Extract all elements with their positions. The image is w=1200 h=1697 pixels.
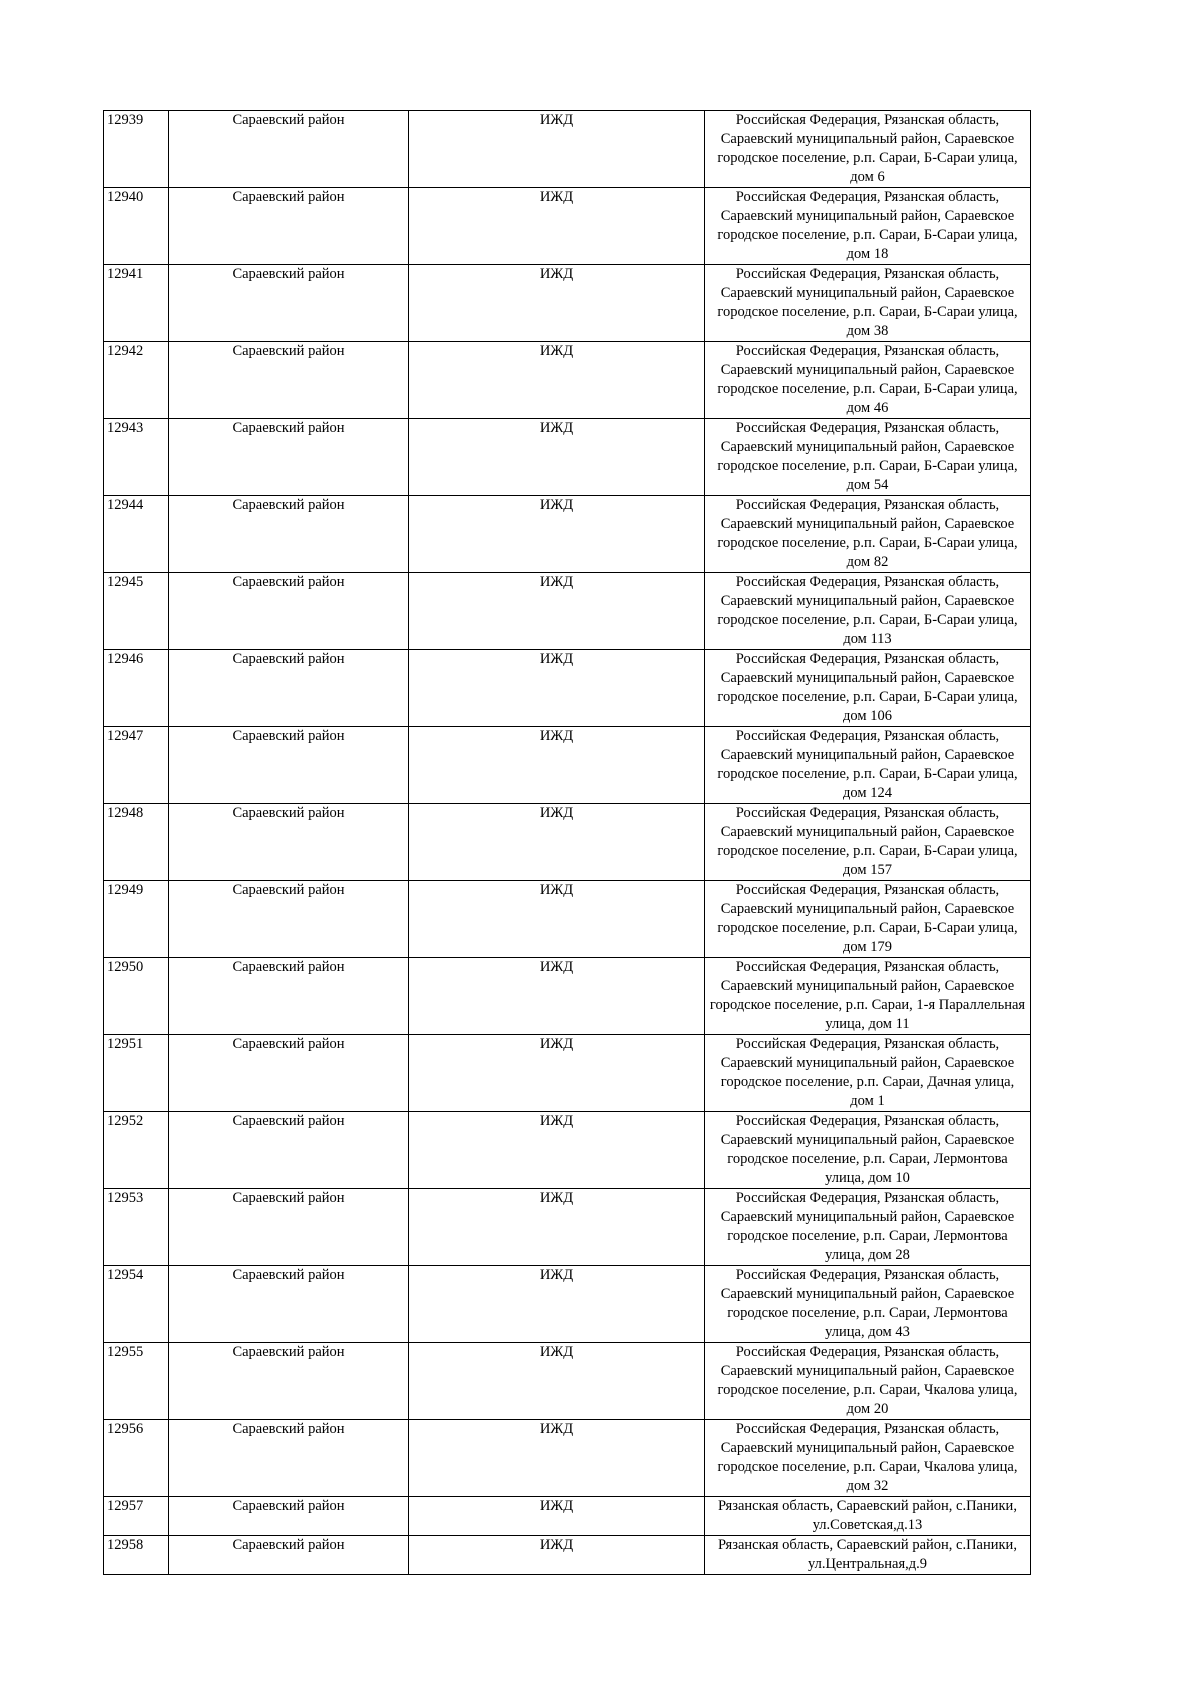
row-number: 12955 bbox=[104, 1343, 169, 1420]
row-district: Сараевский район bbox=[169, 650, 409, 727]
table-row bbox=[104, 1497, 1031, 1536]
row-district: Сараевский район bbox=[169, 342, 409, 419]
row-district: Сараевский район bbox=[169, 188, 409, 265]
row-address: Российская Федерация, Рязанская область, Сараевский муниципальный район, Сараевское городское поселение, р.п. Сараи, Б-Сараи улица, дом 179 bbox=[705, 881, 1031, 958]
row-address: Российская Федерация, Рязанская область, Сараевский муниципальный район, Сараевское городское поселение, р.п. Сараи, Б-Сараи улица, дом 38 bbox=[705, 265, 1031, 342]
row-address: Российская Федерация, Рязанская область, Сараевский муниципальный район, Сараевское городское поселение, р.п. Сараи, Б-Сараи улица, дом 46 bbox=[705, 342, 1031, 419]
row-address: Российская Федерация, Рязанская область, Сараевский муниципальный район, Сараевское городское поселение, р.п. Сараи, Лермонтова улица, дом 28 bbox=[705, 1189, 1031, 1266]
table-row bbox=[104, 1343, 1031, 1420]
row-district: Сараевский район bbox=[169, 1536, 409, 1575]
row-district: Сараевский район bbox=[169, 419, 409, 496]
row-number: 12957 bbox=[104, 1497, 169, 1536]
row-number: 12947 bbox=[104, 727, 169, 804]
row-district: Сараевский район bbox=[169, 958, 409, 1035]
registry-table bbox=[103, 110, 1031, 1575]
row-object-type: ИЖД bbox=[409, 958, 705, 1035]
table-row bbox=[104, 1536, 1031, 1575]
row-object-type: ИЖД bbox=[409, 188, 705, 265]
table-row bbox=[104, 188, 1031, 265]
table-row bbox=[104, 650, 1031, 727]
row-object-type: ИЖД bbox=[409, 727, 705, 804]
row-number: 12958 bbox=[104, 1536, 169, 1575]
row-district: Сараевский район bbox=[169, 111, 409, 188]
row-address: Российская Федерация, Рязанская область, Сараевский муниципальный район, Сараевское городское поселение, р.п. Сараи, Б-Сараи улица, дом 82 bbox=[705, 496, 1031, 573]
row-object-type: ИЖД bbox=[409, 111, 705, 188]
row-address: Российская Федерация, Рязанская область, Сараевский муниципальный район, Сараевское городское поселение, р.п. Сараи, Б-Сараи улица, дом 113 bbox=[705, 573, 1031, 650]
row-number: 12951 bbox=[104, 1035, 169, 1112]
table-row bbox=[104, 419, 1031, 496]
row-address: Российская Федерация, Рязанская область, Сараевский муниципальный район, Сараевское городское поселение, р.п. Сараи, Б-Сараи улица, дом 54 bbox=[705, 419, 1031, 496]
row-address: Российская Федерация, Рязанская область, Сараевский муниципальный район, Сараевское городское поселение, р.п. Сараи, Б-Сараи улица, дом 106 bbox=[705, 650, 1031, 727]
row-object-type: ИЖД bbox=[409, 1035, 705, 1112]
row-number: 12950 bbox=[104, 958, 169, 1035]
row-number: 12943 bbox=[104, 419, 169, 496]
registry-table-body bbox=[104, 111, 1031, 1575]
row-district: Сараевский район bbox=[169, 881, 409, 958]
row-address: Российская Федерация, Рязанская область, Сараевский муниципальный район, Сараевское городское поселение, р.п. Сараи, Дачная улица, дом 1 bbox=[705, 1035, 1031, 1112]
row-district: Сараевский район bbox=[169, 1189, 409, 1266]
table-row bbox=[104, 804, 1031, 881]
row-object-type: ИЖД bbox=[409, 1420, 705, 1497]
table-row bbox=[104, 1035, 1031, 1112]
table-row bbox=[104, 1189, 1031, 1266]
row-object-type: ИЖД bbox=[409, 265, 705, 342]
row-object-type: ИЖД bbox=[409, 1112, 705, 1189]
row-district: Сараевский район bbox=[169, 1497, 409, 1536]
row-object-type: ИЖД bbox=[409, 1536, 705, 1575]
table-row bbox=[104, 1266, 1031, 1343]
row-object-type: ИЖД bbox=[409, 1266, 705, 1343]
table-row bbox=[104, 111, 1031, 188]
row-address: Российская Федерация, Рязанская область, Сараевский муниципальный район, Сараевское городское поселение, р.п. Сараи, Б-Сараи улица, дом 18 bbox=[705, 188, 1031, 265]
table-row bbox=[104, 342, 1031, 419]
row-number: 12956 bbox=[104, 1420, 169, 1497]
row-address: Российская Федерация, Рязанская область, Сараевский муниципальный район, Сараевское городское поселение, р.п. Сараи, Б-Сараи улица, дом 157 bbox=[705, 804, 1031, 881]
row-object-type: ИЖД bbox=[409, 804, 705, 881]
row-number: 12954 bbox=[104, 1266, 169, 1343]
table-row bbox=[104, 1112, 1031, 1189]
row-number: 12939 bbox=[104, 111, 169, 188]
row-number: 12953 bbox=[104, 1189, 169, 1266]
table-row bbox=[104, 265, 1031, 342]
row-address: Российская Федерация, Рязанская область, Сараевский муниципальный район, Сараевское городское поселение, р.п. Сараи, Лермонтова улица, дом 10 bbox=[705, 1112, 1031, 1189]
row-number: 12952 bbox=[104, 1112, 169, 1189]
row-number: 12940 bbox=[104, 188, 169, 265]
row-district: Сараевский район bbox=[169, 1266, 409, 1343]
row-object-type: ИЖД bbox=[409, 496, 705, 573]
row-object-type: ИЖД bbox=[409, 881, 705, 958]
row-object-type: ИЖД bbox=[409, 573, 705, 650]
row-district: Сараевский район bbox=[169, 804, 409, 881]
row-district: Сараевский район bbox=[169, 496, 409, 573]
table-row bbox=[104, 958, 1031, 1035]
row-number: 12949 bbox=[104, 881, 169, 958]
row-district: Сараевский район bbox=[169, 1420, 409, 1497]
row-number: 12944 bbox=[104, 496, 169, 573]
row-address: Рязанская область, Сараевский район, с.Паники, ул.Советская,д.13 bbox=[705, 1497, 1031, 1536]
table-row bbox=[104, 573, 1031, 650]
row-number: 12942 bbox=[104, 342, 169, 419]
row-address: Российская Федерация, Рязанская область, Сараевский муниципальный район, Сараевское городское поселение, р.п. Сараи, Чкалова улица, дом 20 bbox=[705, 1343, 1031, 1420]
row-number: 12945 bbox=[104, 573, 169, 650]
row-object-type: ИЖД bbox=[409, 419, 705, 496]
row-district: Сараевский район bbox=[169, 1112, 409, 1189]
row-object-type: ИЖД bbox=[409, 650, 705, 727]
table-row bbox=[104, 1420, 1031, 1497]
row-object-type: ИЖД bbox=[409, 1497, 705, 1536]
table-row bbox=[104, 727, 1031, 804]
row-district: Сараевский район bbox=[169, 1343, 409, 1420]
row-number: 12941 bbox=[104, 265, 169, 342]
row-address: Рязанская область, Сараевский район, с.Паники, ул.Центральная,д.9 bbox=[705, 1536, 1031, 1575]
row-district: Сараевский район bbox=[169, 727, 409, 804]
row-object-type: ИЖД bbox=[409, 342, 705, 419]
row-object-type: ИЖД bbox=[409, 1189, 705, 1266]
table-row bbox=[104, 881, 1031, 958]
row-address: Российская Федерация, Рязанская область, Сараевский муниципальный район, Сараевское городское поселение, р.п. Сараи, Лермонтова улица, дом 43 bbox=[705, 1266, 1031, 1343]
row-district: Сараевский район bbox=[169, 573, 409, 650]
table-row bbox=[104, 496, 1031, 573]
row-object-type: ИЖД bbox=[409, 1343, 705, 1420]
row-district: Сараевский район bbox=[169, 1035, 409, 1112]
row-number: 12946 bbox=[104, 650, 169, 727]
row-address: Российская Федерация, Рязанская область, Сараевский муниципальный район, Сараевское городское поселение, р.п. Сараи, Б-Сараи улица, дом 6 bbox=[705, 111, 1031, 188]
row-address: Российская Федерация, Рязанская область, Сараевский муниципальный район, Сараевское городское поселение, р.п. Сараи, Б-Сараи улица, дом 124 bbox=[705, 727, 1031, 804]
row-address: Российская Федерация, Рязанская область, Сараевский муниципальный район, Сараевское городское поселение, р.п. Сараи, Чкалова улица, дом 32 bbox=[705, 1420, 1031, 1497]
row-district: Сараевский район bbox=[169, 265, 409, 342]
row-address: Российская Федерация, Рязанская область, Сараевский муниципальный район, Сараевское городское поселение, р.п. Сараи, 1-я Параллельная улица, дом 11 bbox=[705, 958, 1031, 1035]
row-number: 12948 bbox=[104, 804, 169, 881]
